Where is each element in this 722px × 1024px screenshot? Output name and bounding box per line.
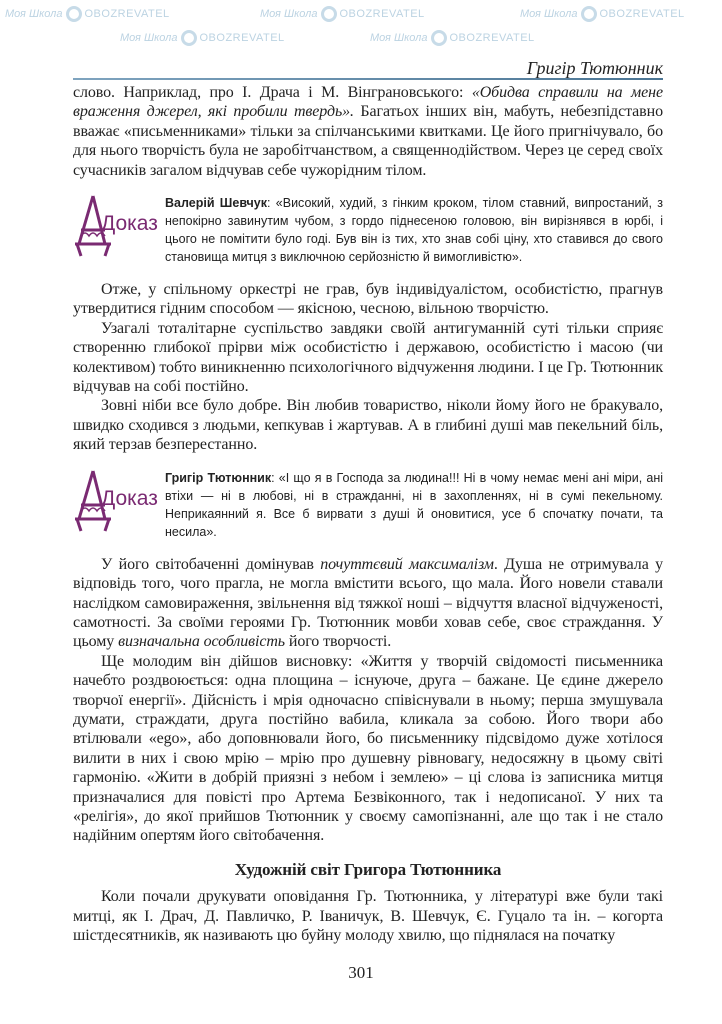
text: його творчості. [284, 633, 392, 651]
section-heading: Художній світ Григора Тютюнника [234, 859, 502, 879]
page-body [73, 0, 663, 945]
watermark: Моя Школа OBOZREVATEL [120, 30, 285, 46]
italic-term: почуттєвий максималізм [320, 555, 494, 573]
dokaz-logo-icon [73, 469, 159, 533]
quote-author: Григір Тютюнник [165, 470, 272, 485]
page-number: 301 [348, 963, 374, 983]
dokaz-logo-icon [73, 194, 159, 258]
text: У його світобаченні домінував [101, 555, 321, 573]
watermark: Моя Школа OBOZREVATEL [520, 6, 685, 22]
watermark: Моя Школа OBOZREVATEL [370, 30, 535, 46]
evidence-quote [73, 194, 663, 266]
text: Багатьох інших він, мабуть, небезпідставно вважає «письменниками» тільки за спілчанськими квитками. Це його пригнічувало, бо для нього творчість була не заробітчанством, а священнодійством. Через це серед своїх сучасників загалом відчував себе чужорідним тілом. [73, 103, 663, 179]
quote-text: : «І що я в Господа за людина!!! Ні в чому немає мені ані міри, ані втіхи — ні в любові, ні в стражданні, ні в захопленнях, ні в сумі пекельному. Неприкаянний я. Все б вирвати з душі й оновитися, усе б спочатку почати, та несила». [165, 470, 663, 539]
watermark: Моя Школа OBOZREVATEL [260, 6, 425, 22]
text: слово. Наприклад, про І. Драча і М. Вінграновського: [73, 84, 472, 101]
quote-text: : «Високий, худий, з гінким кроком, тілом ставний, випростаний, з непокірно завинутим чубом, з гордо піднесеною головою, він вирізнявся в юрбі, і цього не помітити було годі. Був він із тих, хто знав собі ціну, хто ставився до свого становища митця з виключною серйозністю й вимогливістю». [165, 196, 663, 265]
paragraph [73, 555, 663, 652]
italic-quote: «Обидва справили на мене враження джерел, які пробили твердь». [73, 84, 663, 121]
paragraph: Ще молодим він дійшов висновку: «Життя у творчій свідомості письменника начебто роздвоюється: одна площина – існуюче, друга – бажане. Це єдине джерело творчої енергії». Дійсність і мрія одночасно співіснували в ньому; перша змушувала думати, страждати, друга постійно вабила, кликала за собою. Його твори або втілювали «ego», або доповнювали його, бо письменнику підсвідомо дуже хотілося вилити в них і свою мрію – мрію про душевну рівновагу, недосяжну в цьому світі гармонію. «Жити в добрій приязні з небом і землею» – ці слова із записника митця призначалися для повісті про Артема Безвіконного, так і недописаної. У них та «релігія», до якої прийшов Тютюнник у своєму самопізнанні, але що так і не стало надійним опертям його світобачення. [73, 652, 663, 845]
logo-text: Доказ [101, 486, 158, 510]
logo-text: Доказ [101, 212, 158, 236]
header-title: Григір Тютюнник [526, 58, 663, 78]
paragraph: Зовні ніби все було добре. Він любив товариство, ніколи йому його не бракувало, швидко сходився з людьми, кепкував і жартував. А в глибині душі мав пекельний біль, який терзав безперестанно. [73, 397, 663, 454]
paragraph: Отже, у спільному оркестрі не грав, був індивідуалістом, особистістю, прагнув утвердитися гідним способом — якісною, чесною, вільною творчістю. [73, 281, 663, 318]
paragraph: Коли почали друкувати оповідання Гр. Тютюнника, у літературі вже були такі митці, як І. Драч, Д. Павличко, Р. Іваничук, В. Шевчук, Є. Гуцало та ін. – когорта шістдесятників, як називають цю буйну молоду хвилю, що піднялася на початку [73, 888, 663, 944]
watermark: Моя Школа OBOZREVATEL [5, 6, 170, 22]
paragraph [73, 83, 663, 180]
italic-term: визначальна особливість [118, 633, 285, 651]
evidence-quote [73, 469, 663, 541]
text: . Душа не отримувала у відповідь того, чого прагла, не могла вмістити всього, що мала. Його новели ставали наслідком самовираження, звільнення від тяжкої ноші – відчуття власної відчуженості, самотності. За своїми героями Гр. Тютюнник мовби ховав себе, своє страждання. У цьому [73, 555, 664, 651]
quote-author: Валерій Шевчук [165, 196, 267, 211]
paragraph: Узагалі тоталітарне суспільство завдяки своїй антигуманній суті тільки сприяє створенню глибокої прірви між особистістю і державою, особистістю і масою (чи колективом) тобто виникненню психологічного відчуження людини. І це Гр. Тютюнник відчував на собі постійно. [73, 319, 663, 396]
